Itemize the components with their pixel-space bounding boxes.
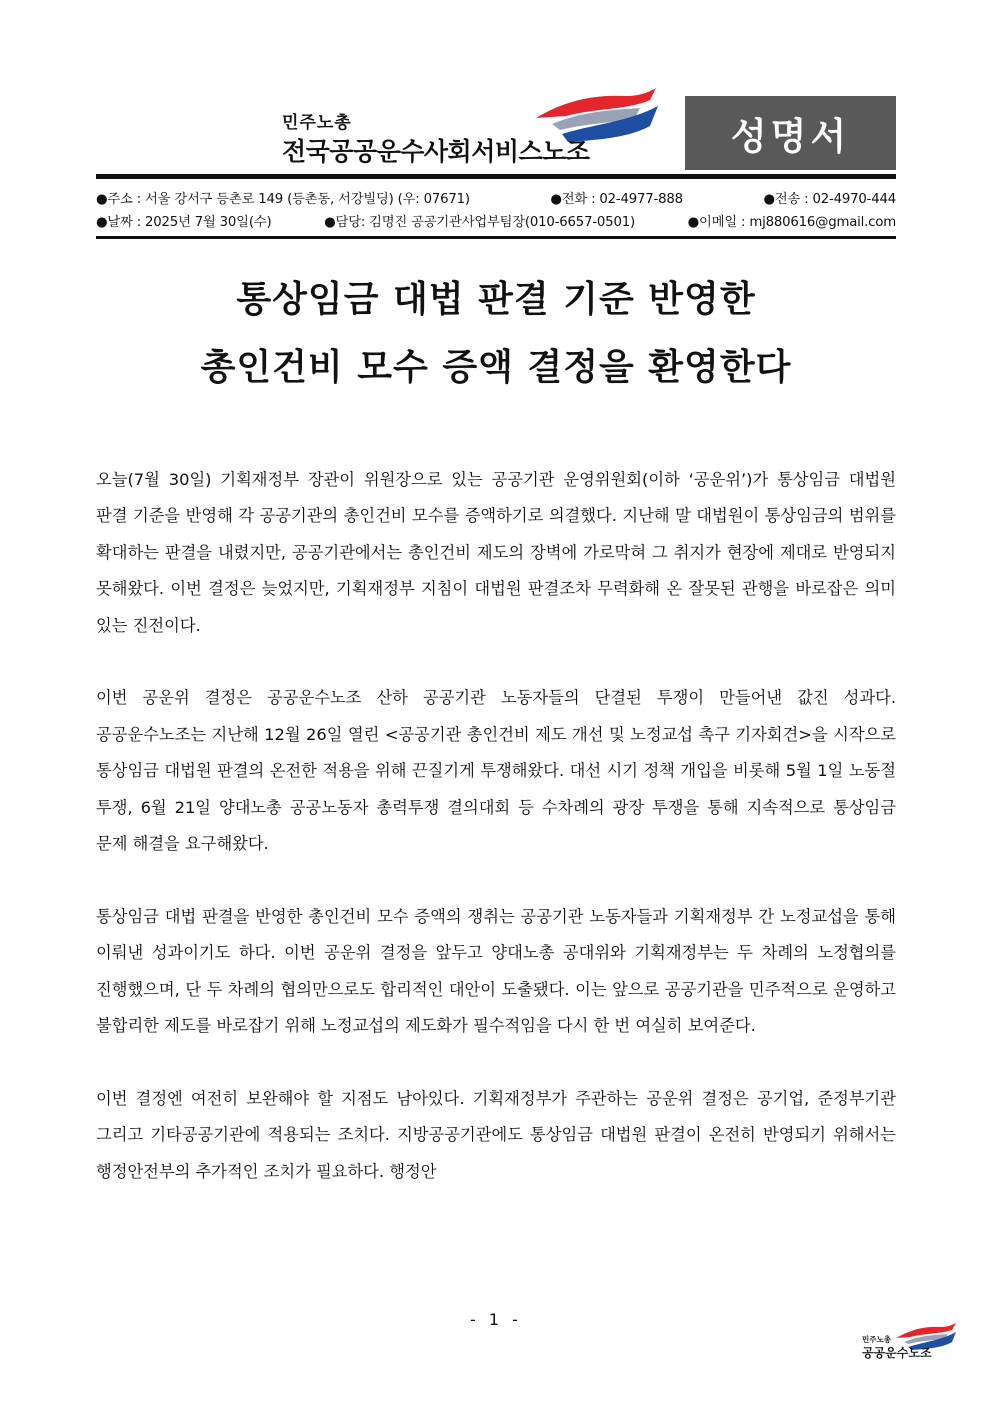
email-text: ●이메일 : mj880616@gmail.com (687, 215, 896, 230)
footer-logo-small-text: 민주노총 (862, 1335, 891, 1344)
contact-info (96, 188, 896, 234)
contact-row-2 (96, 211, 896, 234)
body-paragraph: 통상임금 대법 판결을 반영한 총인건비 모수 증액의 쟁취는 공공기관 노동자들과 기획재정부 간 노정교섭을 통해 이뤄낸 성과이기도 하다. 이번 공운위 결정을 앞두고 양대노총 공대위와 기획재정부는 두 차례의 노정협의를 진행했으며, 단 두 차례의 협의만으로도 합리적인 대안이 도출됐다. 이는 앞으로 공공기관을 민주적으로 운영하고 불합리한 제도를 바로잡기 위해 노정교섭의 제도화가 필수적임을 다시 한 번 여실히 보여준다. (96, 906, 896, 1036)
statement-headline (96, 266, 896, 402)
header-divider (96, 174, 896, 179)
body-paragraph: 이번 공운위 결정은 공공운수노조 산하 공공기관 노동자들의 단결된 투쟁이 만들어낸 값진 성과다. 공공운수노조는 지난해 12월 26일 열린 <공공기관 총인건비 제도 개선 및 노정교섭 촉구 기자회견>을 시작으로 통상임금 대법원 판결의 온전한 적용을 위해 끈질기게 투쟁해왔다. 대선 시기 정책 개입을 비롯해 5월 1일 노동절 투쟁, 6월 21일 양대노총 공공노동자 총력투쟁 결의대회 등 수차례의 광장 투쟁을 통해 지속적으로 통상임금 문제 해결을 요구해왔다. (96, 688, 896, 854)
headline-line-1: 통상임금 대법 판결 기준 반영한 (236, 279, 756, 320)
letterhead (96, 96, 896, 178)
date-text: ●날짜 : 2025년 7월 30일(수) (96, 215, 272, 230)
body-paragraph: 오늘(7월 30일) 기획재정부 장관이 위원장으로 있는 공공기관 운영위원회(이하 ‘공운위’)가 통상임금 대법원 판결 기준을 반영해 각 공공기관의 총인건비 모수를 증액하기로 의결했다. 지난해 말 대법원이 통상임금의 범위를 확대하는 판결을 내렸지만, 공공기관에서는 총인건비 제도의 장벽에 가로막혀 그 취지가 현장에 제대로 반영되지 못해왔다. 이번 결정은 늦었지만, 기획재정부 지침이 대법원 판결조차 무력화해 온 잘못된 관행을 바로잡은 의미 있는 진전이다. (96, 470, 896, 635)
fax-text: ●전송 : 02-4970-444 (763, 192, 896, 207)
footer-logo (862, 1322, 958, 1366)
contact-divider (96, 236, 896, 239)
manager-text: ●담당: 김명진 공공기관사업부팀장(010-6657-0501) (324, 215, 635, 230)
headline-line-2: 총인건비 모수 증액 결정을 환영한다 (200, 347, 792, 388)
statement-body (96, 462, 896, 1226)
footer-logo-text: 공공운수노조 (862, 1346, 932, 1360)
phone-text: ●전화 : 02-4977-888 (550, 192, 683, 207)
logo-union-name: 전국공공운수사회서비스노조 (282, 137, 590, 166)
logo-confederation-name: 민주노총 (282, 113, 352, 133)
page-number: - 1 - (470, 1310, 522, 1329)
body-paragraph: 이번 결정엔 여전히 보완해야 할 지점도 남아있다. 기획재정부가 주관하는 공운위 결정은 공기업, 준정부기관 그리고 기타공공기관에 적용되는 조치다. 지방공공기관에도 통상임금 대법원 판결이 온전히 반영되기 위해서는 행정안전부의 추가적인 조치가 필요하다. 행정안 (96, 1088, 896, 1181)
contact-row-1 (96, 188, 896, 211)
document-type-label: 성명서 (685, 96, 896, 170)
address-text: ●주소 : 서울 강서구 등촌로 149 (등촌동, 서강빌딩) (우: 07671) (96, 192, 470, 207)
